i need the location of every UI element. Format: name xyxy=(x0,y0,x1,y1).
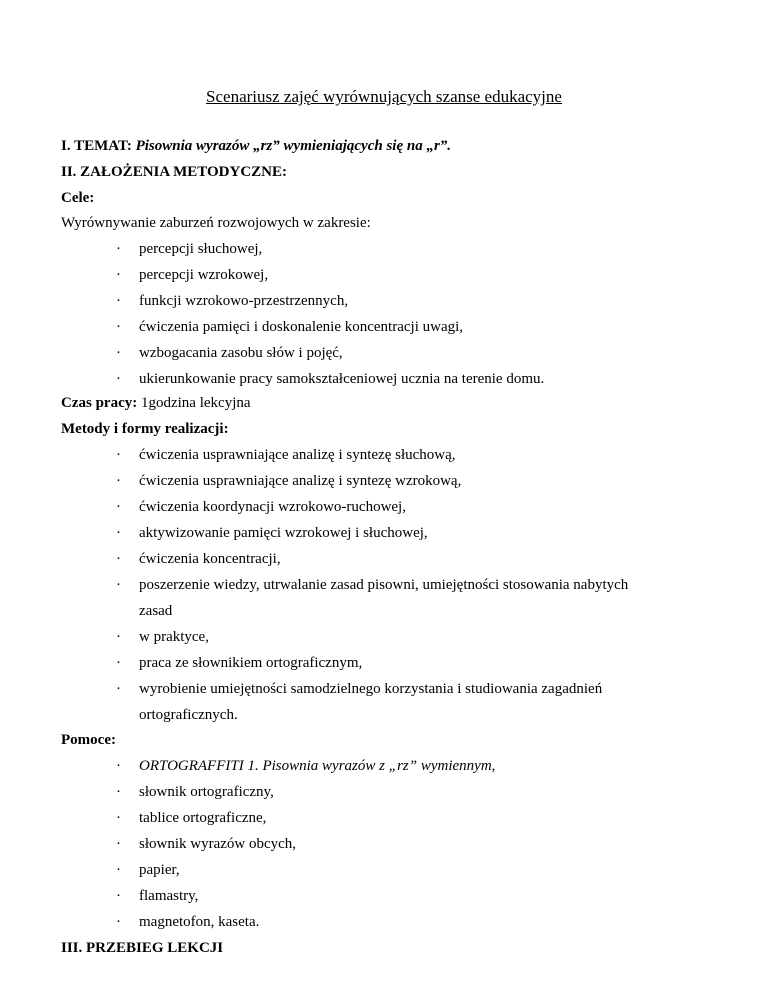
duration-value: 1godzina lekcyjna xyxy=(140,395,251,411)
topic-value: Pisownia wyrazów „rz” wymieniających się na „r”. xyxy=(135,138,452,154)
bullet: · xyxy=(116,655,121,671)
goals-intro: Wyrównywanie zaburzeń rozwojowych w zakresie: xyxy=(61,215,371,231)
list-item: wzbogacania zasobu słów i pojęć, xyxy=(139,345,343,361)
list-item: magnetofon, kaseta. xyxy=(139,914,260,930)
bullet: · xyxy=(116,267,121,283)
bullet: · xyxy=(116,525,121,541)
list-item: ukierunkowanie pracy samokształceniowej ucznia na terenie domu. xyxy=(139,371,545,387)
bullet: · xyxy=(116,681,121,697)
bullet: · xyxy=(116,499,121,515)
list-item: papier, xyxy=(139,862,180,878)
bullet: · xyxy=(116,629,121,645)
bullet: · xyxy=(116,473,121,489)
bullet: · xyxy=(116,319,121,335)
list-item: funkcji wzrokowo-przestrzennych, xyxy=(139,293,349,309)
list-item: słownik wyrazów obcych, xyxy=(139,836,297,852)
bullet: · xyxy=(116,447,121,463)
list-item: ćwiczenia usprawniające analizę i syntezę wzrokową, xyxy=(139,473,462,489)
bullet: · xyxy=(116,758,121,774)
bullet: · xyxy=(116,784,121,800)
list-item: aktywizowanie pamięci wzrokowej i słuchowej, xyxy=(139,525,428,541)
bullet: · xyxy=(116,810,121,826)
bullet: · xyxy=(116,888,121,904)
bullet: · xyxy=(116,345,121,361)
methods-heading: Metody i formy realizacji: xyxy=(61,421,229,437)
list-item-tail: , xyxy=(491,758,496,774)
list-item: ćwiczenia koordynacji wzrokowo-ruchowej, xyxy=(139,499,406,515)
goals-heading: Cele: xyxy=(61,190,95,206)
bullet: · xyxy=(116,293,121,309)
list-item-continuation: ortograficznych. xyxy=(139,707,238,723)
duration-label: Czas pracy: xyxy=(61,395,141,411)
list-item: w praktyce, xyxy=(139,629,209,645)
list-item: słownik ortograficzny, xyxy=(139,784,274,800)
topic-line xyxy=(61,137,451,155)
bullet: · xyxy=(116,836,121,852)
bullet: · xyxy=(116,371,121,387)
book-title: ORTOGRAFFITI 1. Pisownia wyrazów z „rz” wymiennym xyxy=(139,758,492,774)
list-item: percepcji słuchowej, xyxy=(139,241,263,257)
lesson-course-heading: III. PRZEBIEG LEKCJI xyxy=(61,940,224,956)
bullet: · xyxy=(116,551,121,567)
list-item: flamastry, xyxy=(139,888,199,904)
list-item: ćwiczenia koncentracji, xyxy=(139,551,281,567)
list-item: ćwiczenia usprawniające analizę i syntezę słuchową, xyxy=(139,447,456,463)
list-item xyxy=(139,757,495,775)
bullet: · xyxy=(116,862,121,878)
aids-heading: Pomoce: xyxy=(61,732,116,748)
list-item-continuation: zasad xyxy=(139,603,173,619)
bullet: · xyxy=(116,914,121,930)
methodology-heading: II. ZAŁOŻENIA METODYCZNE: xyxy=(61,164,288,180)
list-item: praca ze słownikiem ortograficznym, xyxy=(139,655,363,671)
duration-line xyxy=(61,394,251,412)
topic-label: I. TEMAT: xyxy=(61,138,136,154)
bullet: · xyxy=(116,241,121,257)
list-item: wyrobienie umiejętności samodzielnego korzystania i studiowania zagadnień xyxy=(139,681,603,697)
list-item: percepcji wzrokowej, xyxy=(139,267,269,283)
bullet: · xyxy=(116,577,121,593)
list-item: ćwiczenia pamięci i doskonalenie koncentracji uwagi, xyxy=(139,319,464,335)
document-title: Scenariusz zajęć wyrównujących szanse edukacyjne xyxy=(206,87,562,106)
list-item: poszerzenie wiedzy, utrwalanie zasad pisowni, umiejętności stosowania nabytych xyxy=(139,577,629,593)
list-item: tablice ortograficzne, xyxy=(139,810,267,826)
